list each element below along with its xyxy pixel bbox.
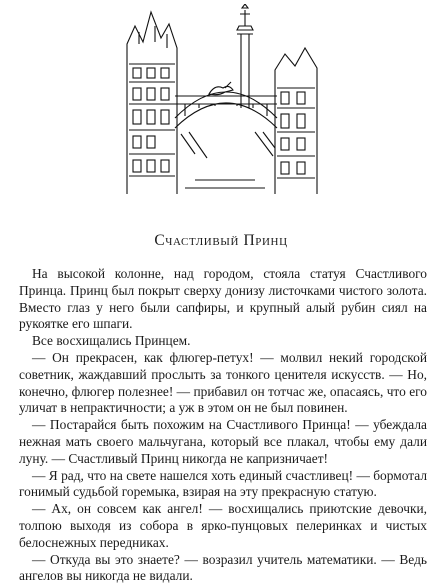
body-text xyxy=(19,266,427,585)
paragraph: — Он прекрасен, как флюгер-петух! — молвил некий городской советник, жаждавший прослыть за тонкого ценителя искусств. — Но, конечно, флюгер полезнее! — прибавил он тотчас же, опасаясь, что его уличат в непрактичности; а уж в этом он не был повинен. xyxy=(19,349,427,416)
paragraph: Все восхищались Принцем. xyxy=(32,333,191,349)
paragraph: — Ах, он совсем как ангел! — восхищались приютские девочки, толпою выходя из собора в ярко-пунцовых пелеринках и чистых белоснежных передниках. xyxy=(19,501,427,550)
paragraph: — Я рад, что на свете нашелся хоть единый счастливец! — бормотал гонимый судьбой горемыка, взирая на эту прекрасную статую. xyxy=(19,467,427,500)
paragraph: — Откуда вы это знаете? — возразил учитель математики. — Ведь ангелов вы никогда не видали. xyxy=(19,551,427,584)
chapter-title: Счастливый Принц xyxy=(154,232,288,249)
paragraph: На высокой колонне, над городом, стояла статуя Счастливого Принца. Принц был покрыт сверху донизу листочками чистого золота. Вместо глаз у него были сапфиры, и крупный алый рубин сиял на рукоятке его шпаги. xyxy=(19,266,427,332)
city-bridge-illustration xyxy=(125,4,320,194)
paragraph: — Постарайся быть похожим на Счастливого Принца! — убеждала нежная мать своего мальчугана, который все плакал, чтобы ему дали луну. — Счастливый Принц никогда не капризничает! xyxy=(19,417,427,466)
